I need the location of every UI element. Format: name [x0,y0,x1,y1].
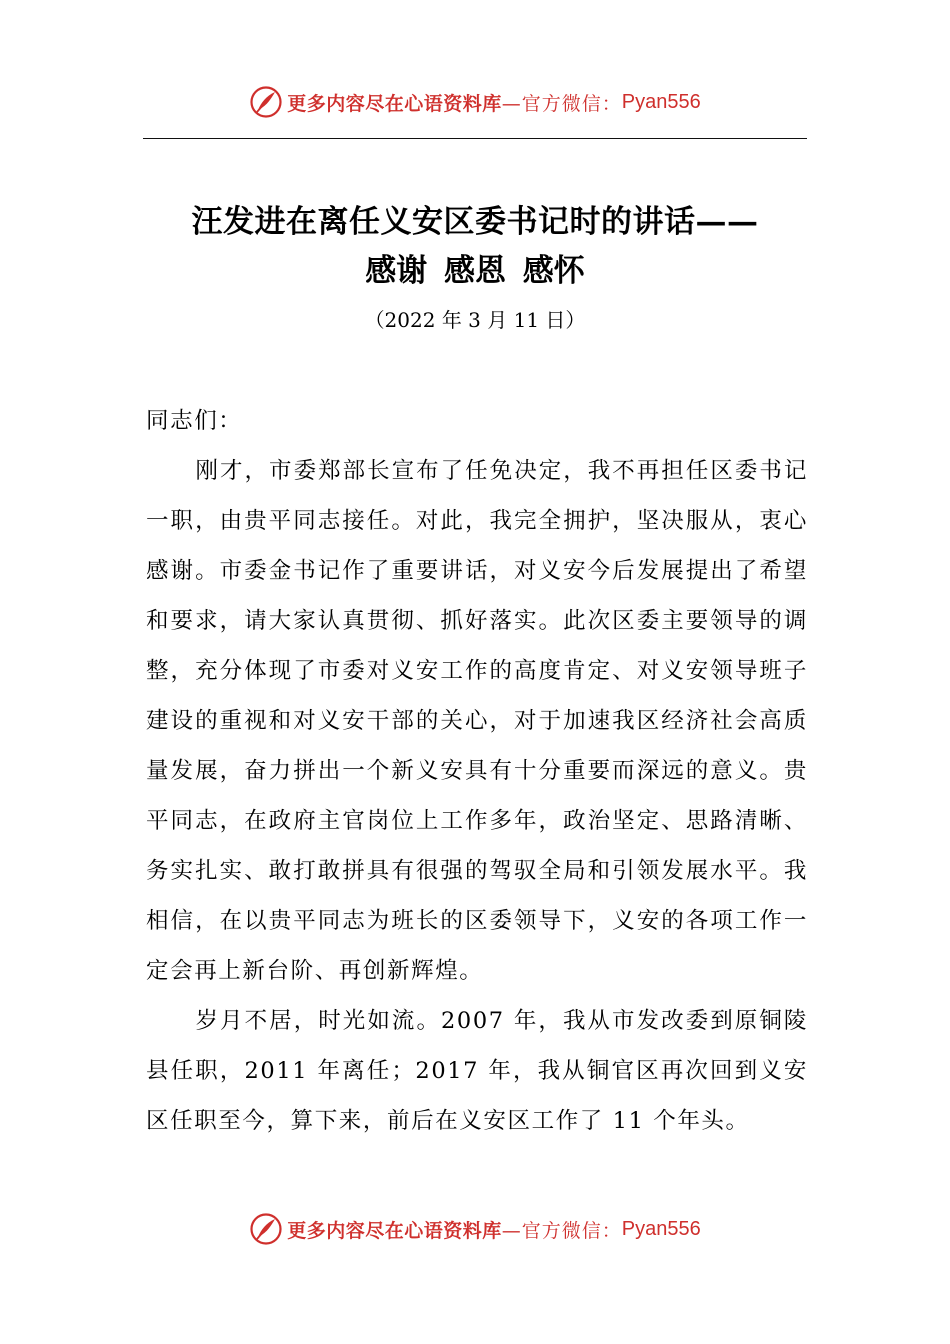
document-title-line1: 汪发进在离任义安区委书记时的讲话—— [191,204,759,240]
paragraph-1: 刚才，市委郑部长宣布了任免决定，我不再担任区委书记一职，由贵平同志接任。对此，我完全拥护，坚决服从，衷心感谢。市委金书记作了重要讲话，对义安今后发展提出了希望和要求，请大家认真贯彻、抓好落实。此次区委主要领导的调整，充分体现了市委对义安工作的高度肯定、对义安领导班子建设的重视和对义安干部的关心，对于加速我区经济社会高质量发展，奋力拼出一个新义安具有十分重要而深远的意义。贵平同志，在政府主官岗位上工作多年，政治坚定、思路清晰、务实扎实、敢打敢拼具有很强的驾驭全局和引领发展水平。我相信，在以贵平同志为班长的区委领导下，义安的各项工作一定会再上新台阶、再创新辉煌。 [146,458,808,984]
salutation: 同志们： [146,408,243,434]
banner-text-separator: —官方微信： [501,92,622,115]
banner-text-main: 更多内容尽在心语资料库 [287,1219,502,1242]
header-divider [143,138,807,139]
banner-text-separator: —官方微信： [501,1219,622,1242]
quill-pen-icon [249,1212,283,1246]
document-body [146,396,808,1146]
banner-text-main: 更多内容尽在心语资料库 [287,92,502,115]
footer-banner[interactable] [0,1209,950,1249]
banner-wechat-id: Pyan556 [621,90,701,113]
header-banner[interactable] [0,82,950,122]
quill-pen-icon [249,85,283,119]
banner-wechat-id: Pyan556 [621,1217,701,1240]
paragraph-2: 岁月不居，时光如流。2007 年，我从市发改委到原铜陵县任职，2011 年离任；2017 年，我从铜官区再次回到义安区任职至今，算下来，前后在义安区工作了 11 个年头。 [146,1008,808,1134]
document-date: （2022 年 3 月 11 日） [364,308,586,332]
document-title-line2: 感谢 感恩 感怀 [365,253,585,289]
